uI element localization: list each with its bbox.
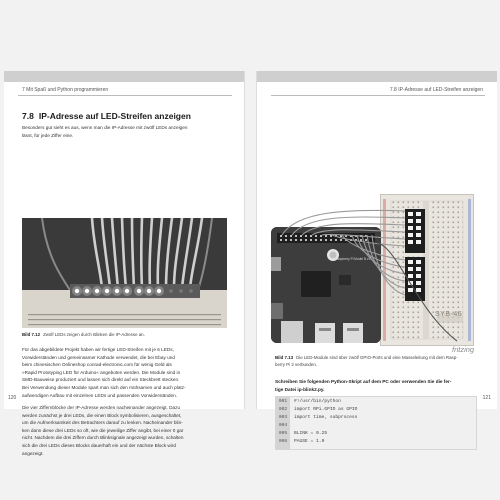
- para2-line: werden zunächst je drei LEDs, die einen Block symbolisieren, ausgeschaltet,: [22, 412, 182, 418]
- code-line: [276, 399, 341, 404]
- para1-line: beim chinesischen Onlineshop conrad-electronic.com für wenig Geld als: [22, 362, 172, 368]
- line-number: 001: [278, 399, 288, 404]
- figure-caption-line: Die LED-Module sind über zwölf GPIO-Ports und eine Masseleitung mit dem Rasp-: [296, 355, 458, 360]
- code-line: [276, 431, 327, 436]
- line-number: 005: [278, 431, 288, 436]
- figure-caption-text: Zwölf LEDs zeigen durch Blinken die IP-Adresse an.: [43, 332, 145, 337]
- intro-paragraph: [22, 124, 227, 139]
- code-line: [276, 415, 357, 420]
- code-text: PAUSE = 1.0: [294, 439, 325, 444]
- para2-line: Die vier Ziffernblöcke der IP-Adresse werden nacheinander angezeigt. Dazu: [22, 405, 181, 410]
- page-number-left: 120: [8, 395, 17, 401]
- code-line: [276, 423, 294, 428]
- running-head-right: 7.8 IP-Adresse auf LED-Streifen anzeigen: [389, 87, 483, 93]
- code-line: [276, 439, 324, 444]
- fritzing-logo: fritzing: [452, 345, 475, 354]
- line-number: 003: [278, 415, 288, 420]
- board-silkscreen-text: Raspberry Pi Model B v1.1: [335, 257, 373, 261]
- figure-caption-7-12: [22, 332, 145, 339]
- section-title: IP-Adresse auf LED-Streifen anzeigen: [38, 111, 191, 121]
- breadboard-label: SYB-46: [435, 311, 463, 318]
- code-intro-line: tige Datei ip-blink2.py.: [275, 386, 325, 392]
- right-book-page: [256, 71, 497, 444]
- para1-line: Vorwiderständen und gemeinsamer Kathode verwendet, die bei Ebay und: [22, 354, 175, 360]
- code-intro-line: Schreiben Sie folgenden Python-Skript auf dem PC oder verwenden Sie die fer-: [275, 379, 452, 384]
- line-number: 006: [278, 439, 288, 444]
- code-text: import time, subprocess: [294, 415, 358, 420]
- intro-line: Besonders gut sieht es aus, wenn man die IP-Adresse mit zwölf LEDs anzeigen: [22, 125, 188, 130]
- page-number-right: 121: [482, 395, 491, 401]
- led-strip-photo-image: [22, 218, 227, 328]
- para1-line: »Rapid Prototyping LED für Arduino« angeboten werden. Die Module sind in: [22, 369, 181, 375]
- para2-line: ken dann diese drei LEDs so oft, wie die jeweilige Ziffer angibt, bei einer 0 gar: [22, 427, 184, 433]
- para1-line: Bei Verwendung dieser Module spart man sich den mühsamen und auch platz-: [22, 384, 186, 390]
- para1-line: aufwendigen Aufbau mit einzelnen LEDs und passenden Vorwiderständen.: [22, 392, 178, 398]
- body-paragraph-1: [22, 346, 227, 399]
- code-line: [276, 407, 357, 412]
- para1-line: Für das abgebildete Projekt haben wir fertige LED-Streifen mit je 6 LEDs,: [22, 347, 174, 352]
- para2-line: nicht. Nachdem die drei Ziffern durch Blinksignale angezeigt wurden, schalten: [22, 435, 184, 441]
- code-text: BLINK = 0.25: [294, 431, 328, 436]
- figure-caption-line: berry Pi 2 verbunden.: [275, 361, 317, 367]
- para2-line: um die Aufmerksamkeit des Betrachters darauf zu lenken. Nacheinander blin-: [22, 420, 183, 426]
- figure-caption-7-13: [275, 355, 458, 368]
- code-listing: [275, 396, 477, 450]
- figure-label: Bild 7.13: [275, 355, 294, 360]
- para2-line: angezeigt.: [22, 450, 44, 456]
- section-heading: [22, 111, 191, 121]
- led-strip-photo: [22, 218, 227, 328]
- para2-line: sich die drei LEDs dieses Blocks dauerhaft ein und der nächste Block wird: [22, 442, 176, 448]
- left-book-page: [4, 71, 245, 456]
- code-text: import RPi.GPIO as GPIO: [294, 407, 358, 412]
- body-paragraph-2: [22, 404, 227, 457]
- figure-label: Bild 7.12: [22, 332, 41, 337]
- line-number: 002: [278, 407, 288, 412]
- running-head-rule: [18, 95, 232, 96]
- para1-line: SMD-Bauweise produziert und lassen sich direkt auf ein Steckbrett stecken.: [22, 377, 180, 383]
- line-number: 004: [278, 423, 288, 428]
- code-text: #!/usr/bin/python: [294, 399, 341, 404]
- code-intro-paragraph: [275, 378, 480, 393]
- section-number: 7.8: [22, 111, 34, 121]
- intro-line: lässt, für jede Ziffer eine.: [22, 132, 74, 138]
- page-top-band: [4, 71, 244, 82]
- running-head-left: 7 Mit Spaß und Python programmieren: [22, 87, 109, 93]
